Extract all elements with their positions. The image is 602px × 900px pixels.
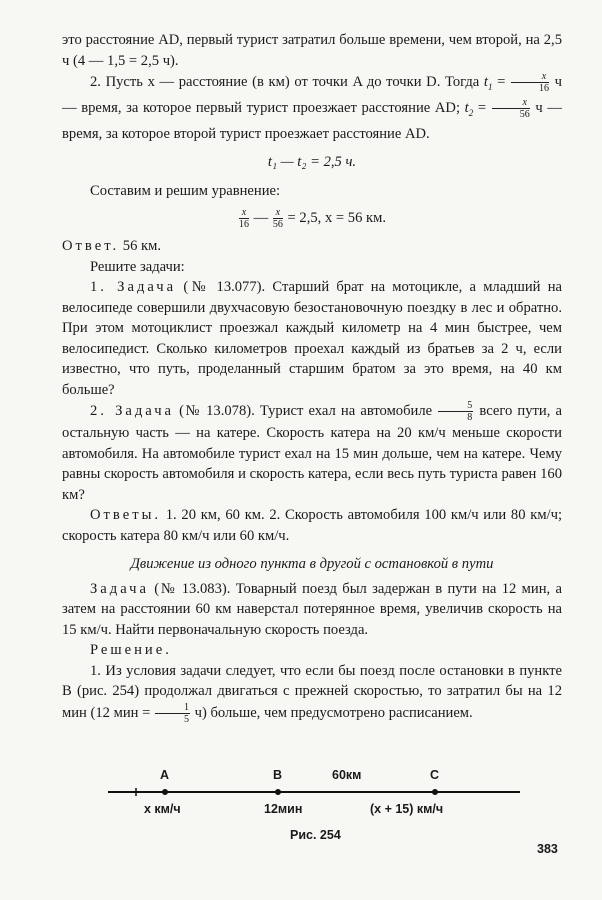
p2-text-c: ч — время, за которое второй турист проезжает расстояние AD. bbox=[62, 100, 562, 142]
label-stop: 12мин bbox=[264, 802, 303, 816]
point-b-dot bbox=[275, 789, 281, 795]
formula-t1-t2: t₁ — t₂ = 2,5 ч. bbox=[267, 154, 357, 170]
eq-fraction-1: $\frac{x}{16}$ bbox=[239, 207, 249, 230]
section-heading: Движение из одного пункта в другой с остановкой в пути bbox=[130, 556, 494, 572]
figure-254 bbox=[100, 760, 530, 830]
label-speed-2: (x + 15) км/ч bbox=[370, 802, 444, 816]
p2-text-b: ч — время, за которое первый турист проезжает расстояние AD; bbox=[62, 73, 562, 117]
eq-sign: = bbox=[473, 100, 491, 117]
solution-label: Решение. bbox=[90, 642, 172, 658]
figure-caption: Рис. 254 bbox=[290, 828, 341, 842]
point-a-dot bbox=[162, 789, 168, 795]
point-c-dot bbox=[432, 789, 438, 795]
eq-sign: = bbox=[492, 73, 510, 90]
fraction-x-56: $\frac{x}{56}$ bbox=[492, 97, 530, 120]
answer-1: Ответ. 56 км. bbox=[62, 238, 162, 254]
t1: $t_1$ bbox=[483, 73, 493, 92]
label-speed-1: x км/ч bbox=[144, 802, 181, 816]
t2: $t_2$ bbox=[464, 100, 474, 118]
equation: $\frac{x}{16}$ — $\frac{x}{56}$ = 2,5, x = 56 км. bbox=[239, 207, 386, 230]
solve-heading: Решите задачи: bbox=[90, 258, 185, 275]
fraction-5-8: $\frac{5}{8}$ bbox=[438, 400, 473, 423]
task-3: Задача (№ 13.083). Товарный поезд был задержан в пути на 12 мин, а затем на расстоянии 60 км наверстал потерянное время, увеличив скорость на 15 км/ч. Найти первоначальную скорость поезда. bbox=[62, 580, 562, 638]
fraction-1-5: $\frac{1}{5}$ bbox=[155, 702, 190, 725]
paragraph-intro: это расстояние AD, первый турист затратил больше времени, чем второй, на 2,5 ч (4 — 1,5 = 2,5 ч). bbox=[62, 32, 562, 69]
page-number: 383 bbox=[537, 842, 558, 856]
fraction-x-16: $\frac{x}{16}$ bbox=[511, 71, 549, 94]
task-1: 1. Задача (№ 13.077). Старший брат на мотоцикле, а младший на велосипеде совершили двухчасовую безостановочную поездку в лес и обратно. При этом мотоциклист проезжал каждый километр на 4 мин быстрее, чем велосипедист. Сколько километров проехал каждый из братьев за 2 ч, если известно, что путь, проделанный старшим братом за это время, на 40 км больше? bbox=[62, 279, 562, 398]
solution-1: 1. Из условия задачи следует, что если бы поезд после остановки в пункте B (рис. 254) продолжал двигаться с прежней скоростью, то затратил бы на 12 мин (12 мин = $\frac{1}{5}$ ч) больше, чем предусмотрено расписанием. bbox=[62, 662, 562, 725]
label-a: A bbox=[160, 768, 170, 782]
label-b: B bbox=[273, 768, 283, 782]
p2-text-a: 2. Пусть x — расстояние (в км) от точки A до точки D. Тогда bbox=[90, 73, 480, 90]
label-c: C bbox=[430, 768, 440, 782]
page-text bbox=[62, 30, 562, 725]
eq-result: = 2,5, x = 56 км. bbox=[283, 209, 386, 226]
compose-line: Составим и решим уравнение: bbox=[90, 182, 281, 199]
answers-2: Ответы. 1. 20 км, 60 км. 2. Скорость автомобиля 100 км/ч или 80 км/ч; скорость катера 80 км/ч или 60 км/ч. bbox=[62, 507, 562, 544]
label-distance: 60км bbox=[332, 768, 362, 782]
eq-fraction-2: $\frac{x}{56}$ bbox=[272, 207, 283, 230]
paragraph-2 bbox=[62, 71, 562, 144]
task-2: 2. Задача (№ 13.078). Турист ехал на автомобиле $\frac{5}{8}$ всего пути, а остальную часть — на катере. Скорость катера на 20 км/ч меньше скорости автомобиля. На автомобиле турист ехал на 15 мин дольше, чем на катере. Чему равны скорость автомобиля и скорость катера, если весь путь туриста равен 160 км? bbox=[62, 400, 562, 503]
